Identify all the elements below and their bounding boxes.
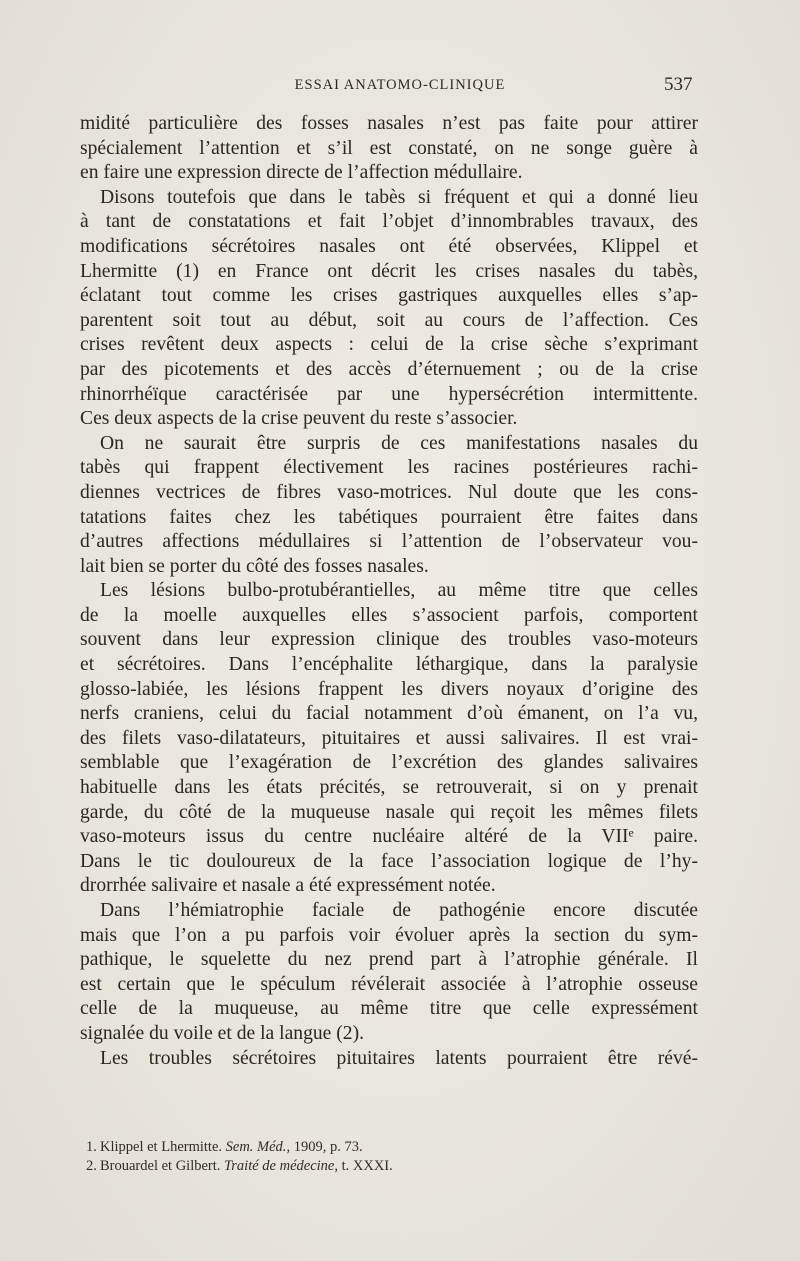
text-line: de la moelle auxquelles elles s’associent parfois, comportent <box>80 604 698 626</box>
text-line: tatations faites chez les tabétiques pourraient être faites dans <box>80 506 698 528</box>
text-line: rhinorrhéïque caractérisée par une hypersécrétion intermittente. <box>80 383 698 405</box>
footnote <box>86 1157 606 1176</box>
body-text <box>80 112 698 1071</box>
text-line: celle de la muqueuse, au même titre que celle expressément <box>80 998 698 1020</box>
text-line: est certain que le spéculum révélerait associée à l’atrophie osseuse <box>80 973 698 995</box>
text-line: semblable que l’exagération de l’excrétion des glandes salivaires <box>80 752 698 774</box>
running-header-title: ESSAI ANATOMO-CLINIQUE <box>294 77 506 93</box>
text-line: Les lésions bulbo-protubérantielles, au même titre que celles <box>100 580 698 602</box>
text-line: parentent soit tout au début, soit au cours de l’affection. Ces <box>80 309 698 331</box>
footnote-details: , 1909, p. 73. <box>286 1139 363 1155</box>
text-line: signalée du voile et de la langue (2). <box>80 1022 365 1044</box>
text-line: Disons toutefois que dans le tabès si fréquent et qui a donné lieu <box>100 186 698 208</box>
footnotes <box>86 1138 606 1176</box>
text-line: mais que l’on a pu parfois voir évoluer après la section du sym- <box>80 924 698 946</box>
text-line: spécialement l’attention et s’il est constaté, on ne songe guère à <box>80 137 698 159</box>
footnote-authors: Brouardel et Gilbert. <box>100 1158 221 1174</box>
text-line: en faire une expression directe de l’affection médullaire. <box>80 162 523 184</box>
text-line: par des picotements et des accès d’éternuement ; ou de la crise <box>80 358 698 380</box>
page-number: 537 <box>664 74 693 95</box>
text-line: Ces deux aspects de la crise peuvent du reste s’associer. <box>80 408 518 430</box>
text-line: Lhermitte (1) en France ont décrit les crises nasales du tabès, <box>80 260 698 282</box>
text-line: Dans le tic douloureux de la face l’association logique de l’hy- <box>80 850 698 872</box>
footnote-number: 2. <box>86 1158 97 1174</box>
text-line: à tant de constatations et fait l’objet d’innombrables travaux, des <box>80 211 698 233</box>
text-line: crises revêtent deux aspects : celui de la crise sèche s’exprimant <box>80 334 698 356</box>
text-line: habituelle dans les états précités, se retrouverait, si on y prenait <box>80 777 698 799</box>
text-line: tabès qui frappent électivement les racines postérieures rachi- <box>80 457 698 479</box>
text-line: et sécrétoires. Dans l’encéphalite léthargique, dans la paralysie <box>80 654 698 676</box>
text-line: modifications sécrétoires nasales ont été observées, Klippel et <box>80 235 698 257</box>
text-line: glosso-labiée, les lésions frappent les divers noyaux d’origine des <box>80 678 698 700</box>
text-line: drorrhée salivaire et nasale a été expressément notée. <box>80 875 496 897</box>
text-line: nerfs craniens, celui du facial notamment d’où émanent, on l’a vu, <box>80 703 698 725</box>
text-line: souvent dans leur expression clinique des troubles vaso-moteurs <box>80 629 698 651</box>
text-line: diennes vectrices de fibres vaso-motrices. Nul doute que les cons- <box>80 481 698 503</box>
footnote-details: , t. XXXI. <box>334 1158 393 1174</box>
footnote-source: Sem. Méd. <box>225 1139 287 1155</box>
text-line: éclatant tout comme les crises gastriques auxquelles elles s’ap- <box>80 285 698 307</box>
text-line: midité particulière des fosses nasales n’est pas faite pour attirer <box>80 113 698 134</box>
text-line: vaso-moteurs issus du centre nucléaire altéré de la VIIᵉ paire. <box>80 826 698 848</box>
text-line: Les troubles sécrétoires pituitaires latents pourraient être révé- <box>100 1047 698 1069</box>
footnote-number: 1. <box>86 1139 97 1155</box>
text-line: On ne saurait être surpris de ces manifestations nasales du <box>100 432 698 454</box>
text-line: Dans l’hémiatrophie faciale de pathogénie encore discutée <box>100 900 698 921</box>
text-line: d’autres affections médullaires si l’attention de l’observateur vou- <box>80 531 698 553</box>
text-line: des filets vaso-dilatateurs, pituitaires et aussi salivaires. Il est vrai- <box>80 727 698 749</box>
footnote <box>86 1138 606 1157</box>
footnote-source: Traité de médecine <box>224 1158 335 1174</box>
text-line: lait bien se porter du côté des fosses nasales. <box>80 555 429 577</box>
footnote-authors: Klippel et Lhermitte. <box>100 1139 223 1155</box>
text-line: garde, du côté de la muqueuse nasale qui reçoit les mêmes filets <box>80 801 698 823</box>
text-line: pathique, le squelette du nez prend part à l’atrophie générale. Il <box>80 949 698 971</box>
